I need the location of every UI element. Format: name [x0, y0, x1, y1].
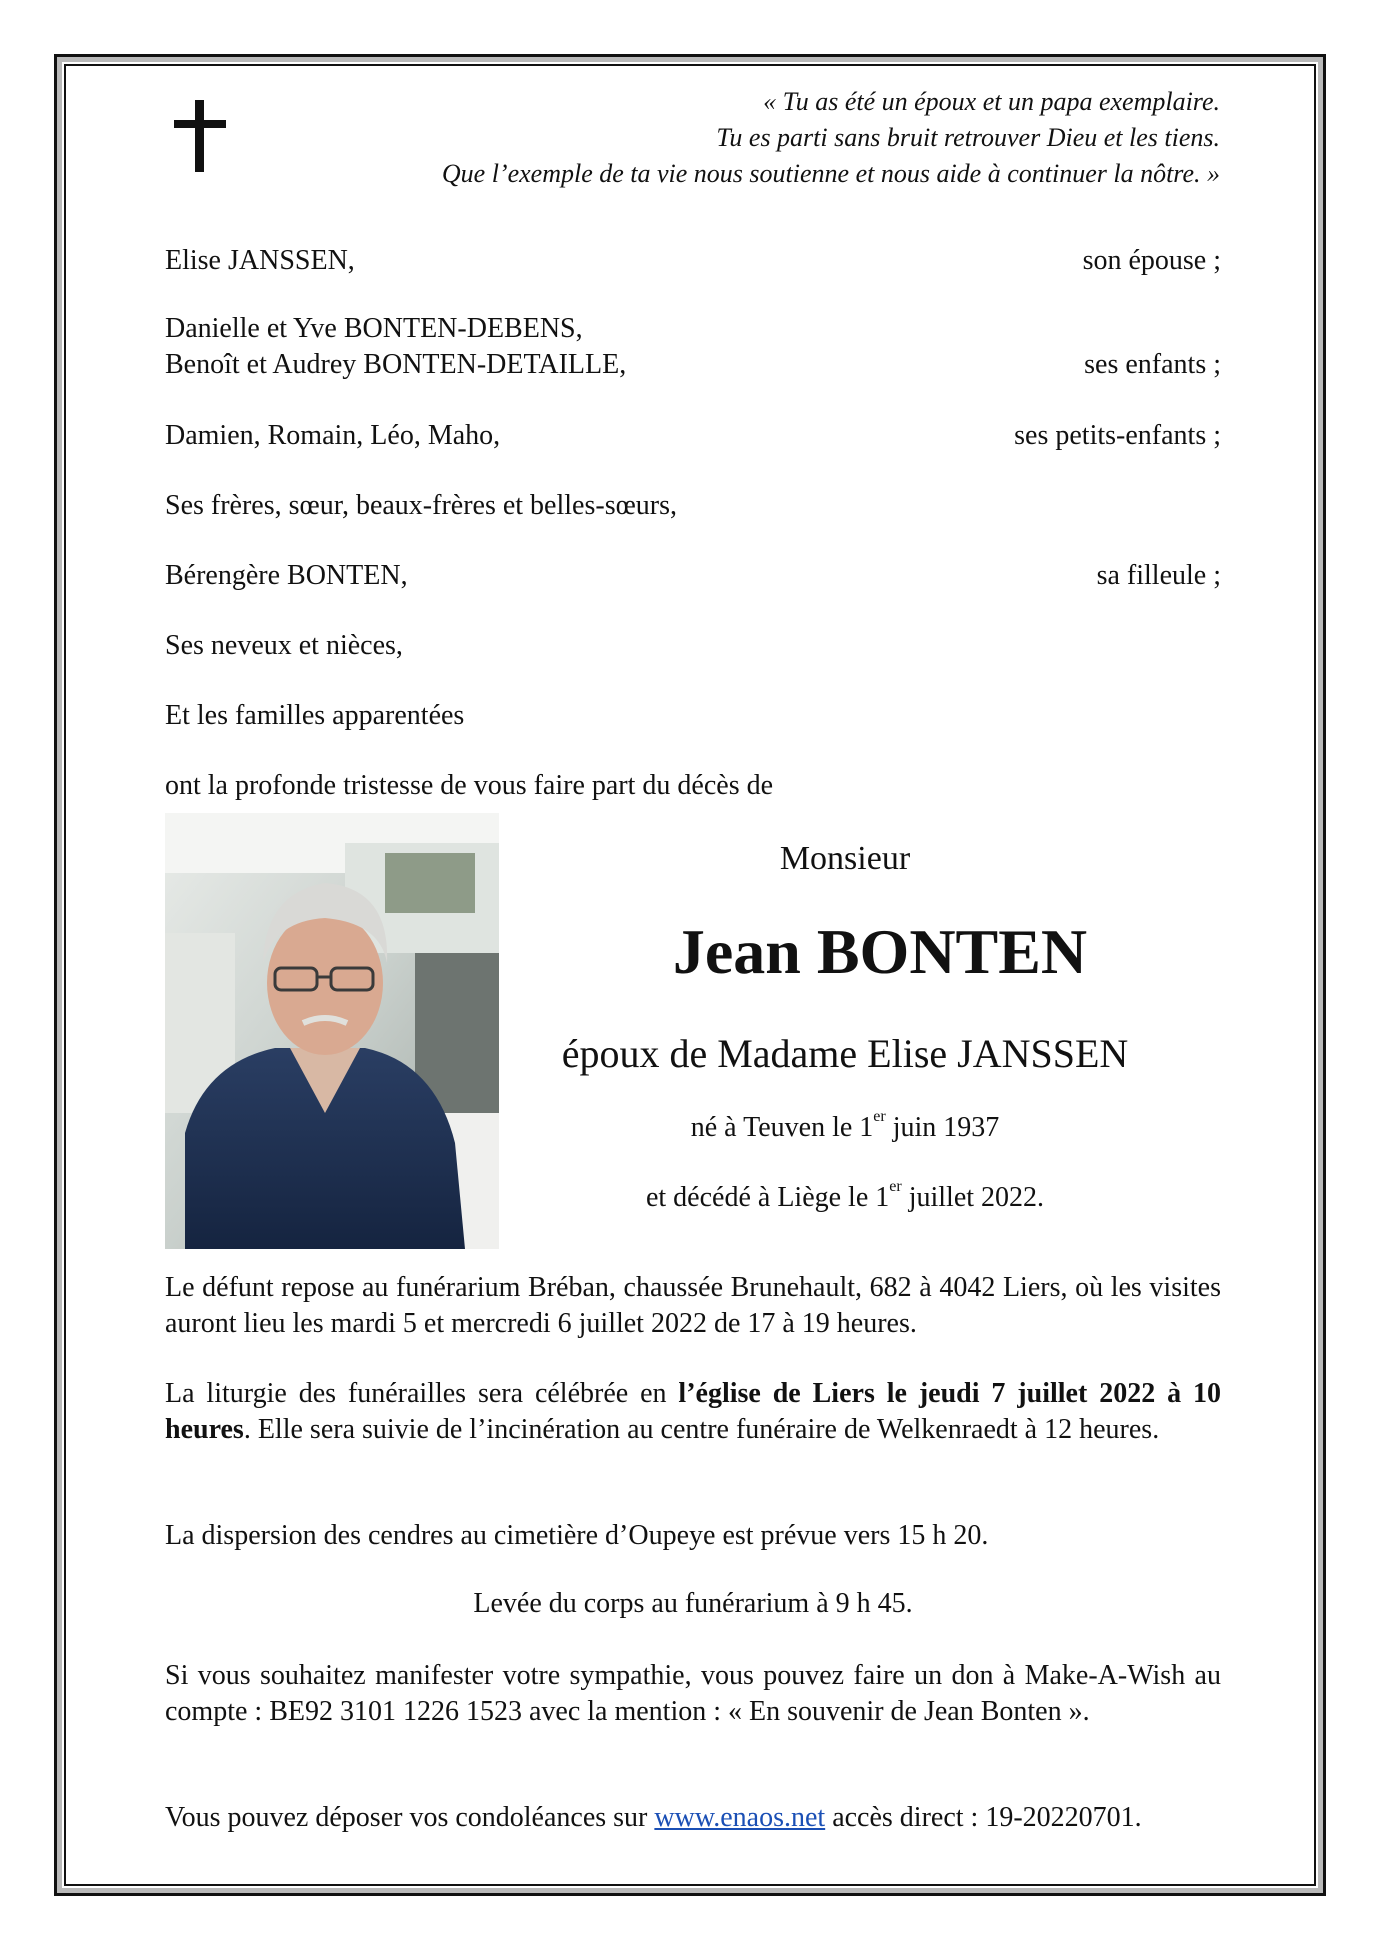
deceased-name: Jean BONTEN	[672, 916, 1088, 987]
liturgy-bold: l’église de Liers le jeudi 7 juillet 2022 à 10 heures	[165, 1378, 1221, 1445]
family-names: Ses neveux et nièces,	[165, 630, 403, 661]
family-names: Ses frères, sœur, beaux-frères et belles-sœurs,	[165, 490, 678, 521]
family-names: Bérengère BONTEN,	[165, 560, 408, 591]
enaos-link[interactable]: www.enaos.net	[654, 1802, 826, 1833]
family-relation: ses enfants ;	[1084, 349, 1221, 380]
repose-paragraph: Le défunt repose au funérarium Bréban, chaussée Brunehault, 682 à 4042 Liers, où les visites auront lieu les mardi 5 et mercredi 6 juillet 2022 de 17 à 19 heures.	[165, 1272, 1221, 1339]
dispersion-paragraph: La dispersion des cendres au cimetière d’Oupeye est prévue vers 15 h 20.	[165, 1520, 989, 1551]
quote-line-2: Tu es parti sans bruit retrouver Dieu et les tiens.	[716, 123, 1220, 152]
family-names: Danielle et Yve BONTEN-DEBENS,	[165, 313, 583, 344]
quote-line-3: Que l’exemple de ta vie nous soutienne et nous aide à continuer la nôtre. »	[441, 159, 1220, 188]
portrait-photo	[165, 813, 499, 1249]
deceased-spouse: époux de Madame Elise JANSSEN	[561, 1031, 1129, 1076]
quote-line-1: « Tu as été un époux et un papa exemplaire.	[763, 87, 1220, 116]
levee-line: Levée du corps au funérarium à 9 h 45.	[473, 1588, 913, 1619]
condolences-paragraph: Vous pouvez déposer vos condoléances sur www.enaos.net accès direct : 19-20220701.	[165, 1802, 1142, 1833]
epitaph-quote	[442, 84, 1220, 192]
liturgy-paragraph: La liturgie des funérailles sera célébrée en l’église de Liers le jeudi 7 juillet 2022 à 10 heures. Elle sera suivie de l’incinération au centre funéraire de Welkenraedt à 12 heures.	[165, 1378, 1221, 1445]
death-info: et décédé à Liège le 1er juillet 2022.	[645, 1178, 1045, 1213]
announcement-line	[165, 768, 1221, 804]
family-names: Elise JANSSEN,	[165, 245, 355, 276]
family-row-families	[165, 698, 1221, 734]
family-row-nephews	[165, 628, 1221, 664]
birth-info: né à Teuven le 1er juin 1937	[690, 1108, 1000, 1143]
family-relation: ses petits-enfants ;	[1014, 420, 1221, 451]
family-relation: sa filleule ;	[1096, 560, 1221, 591]
family-names-2: Benoît et Audrey BONTEN-DETAILLE,	[165, 349, 627, 380]
cross-icon	[174, 100, 226, 172]
family-names: Damien, Romain, Léo, Maho,	[165, 420, 501, 451]
family-row-spouse	[165, 243, 1221, 279]
announcement-text: ont la profonde tristesse de vous faire part du décès de	[165, 770, 774, 801]
deceased-title: Monsieur	[779, 840, 911, 877]
family-row-siblings	[165, 488, 1221, 524]
donation-paragraph: Si vous souhaitez manifester votre sympathie, vous pouvez faire un don à Make-A-Wish au compte : BE92 3101 1226 1523 avec la mention : « En souvenir de Jean Bonten ».	[165, 1660, 1221, 1727]
family-row-grandchildren	[165, 418, 1221, 454]
family-names: Et les familles apparentées	[165, 700, 465, 731]
family-row-goddaughter	[165, 558, 1221, 594]
family-row-children	[165, 311, 1221, 383]
family-relation: son épouse ;	[1082, 245, 1221, 276]
